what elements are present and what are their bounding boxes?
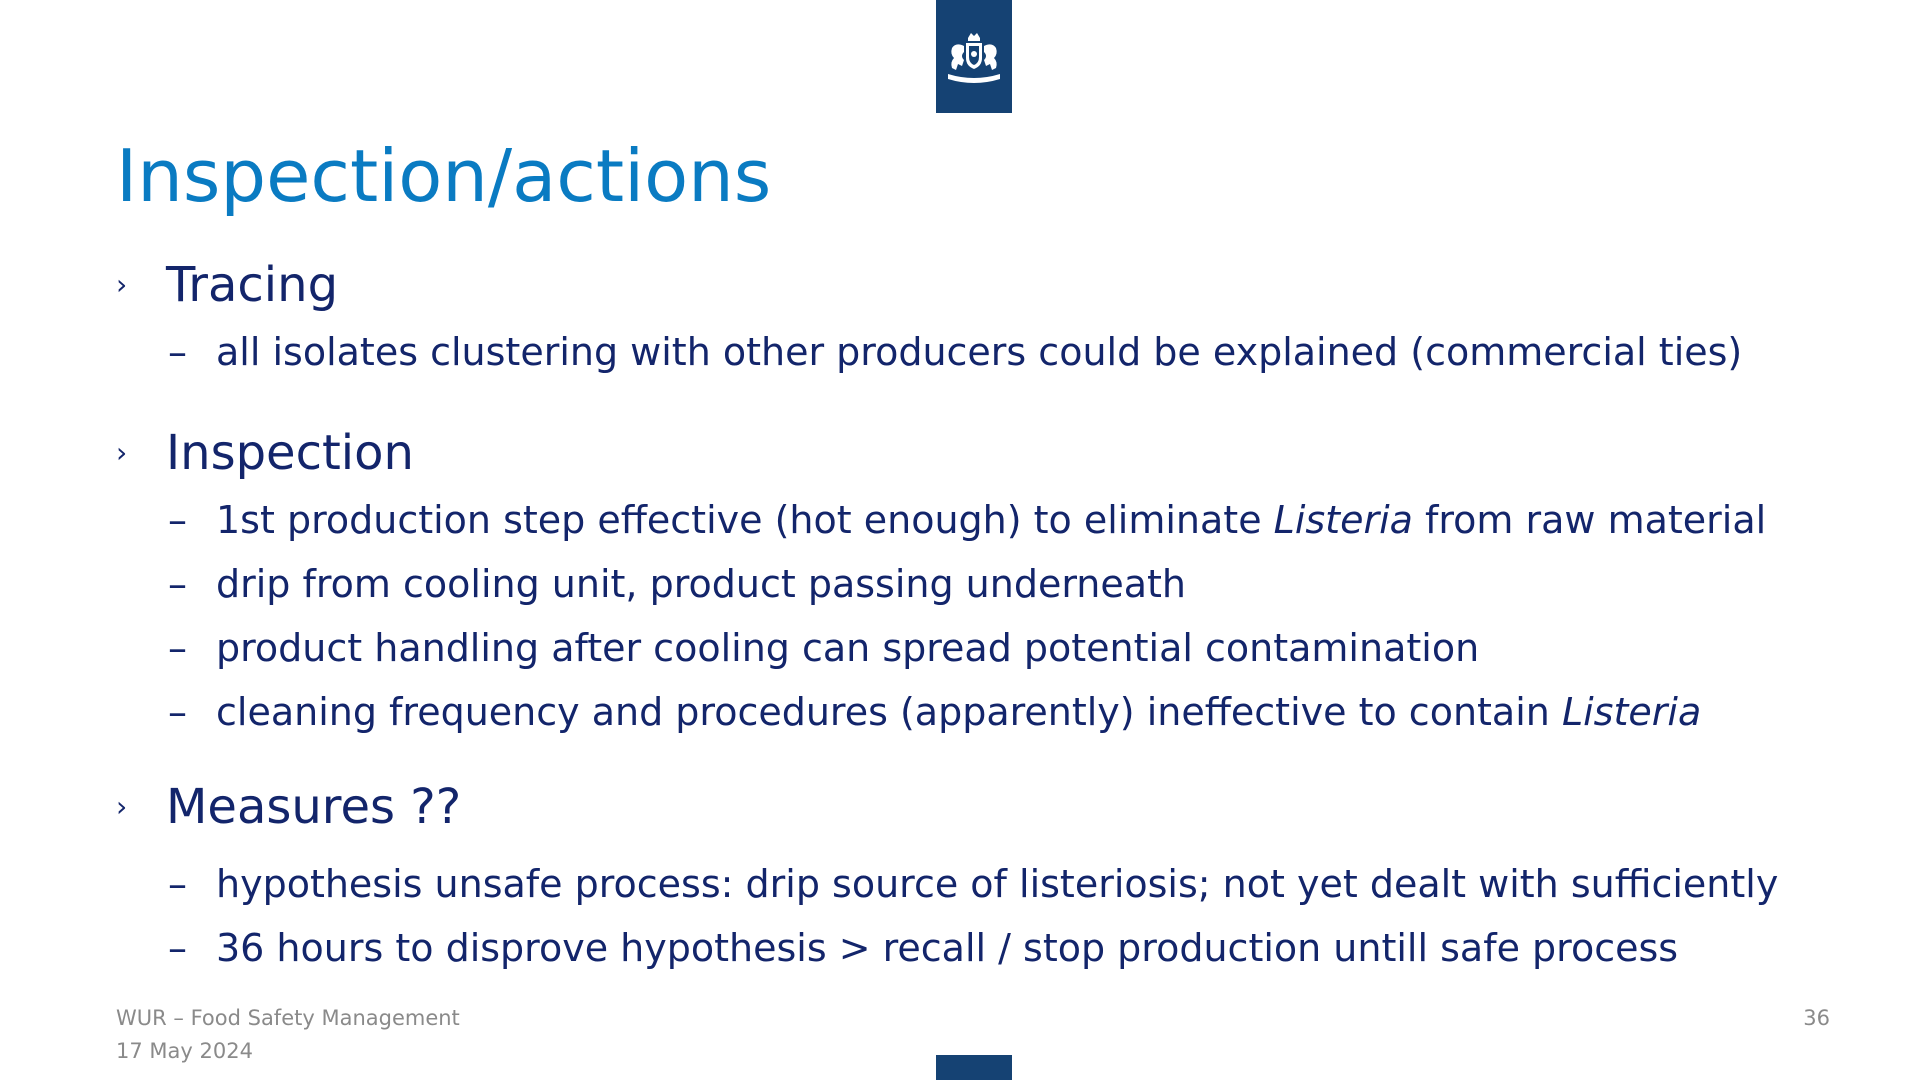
list-item-text: 1st production step effective (hot enough) to eliminate Listeria from raw material — [216, 498, 1767, 542]
list-item-text: drip from cooling unit, product passing underneath — [216, 562, 1187, 606]
list-item — [116, 852, 1920, 916]
list-item-text: 36 hours to disprove hypothesis > recall / stop production untill safe process — [216, 926, 1679, 970]
dash-bullet-icon: – — [168, 626, 187, 670]
list-item-text: all isolates clustering with other producers could be explained (commercial ties) — [216, 330, 1743, 374]
section-heading: Inspection — [166, 425, 414, 481]
list-item — [116, 680, 1920, 744]
bullet-heading-row — [116, 772, 1920, 852]
bottom-accent-bar — [936, 1055, 1012, 1080]
list-item — [116, 616, 1920, 680]
chevron-bullet-icon: › — [116, 268, 128, 301]
section-measures — [116, 772, 1920, 980]
section-heading: Measures ?? — [166, 779, 462, 835]
list-item — [116, 488, 1920, 552]
list-item-text: product handling after cooling can spread potential contamination — [216, 626, 1480, 670]
chevron-bullet-icon: › — [116, 790, 128, 823]
footer-date: 17 May 2024 — [116, 1039, 253, 1063]
list-item — [116, 916, 1920, 980]
section-inspection — [116, 418, 1920, 744]
dash-bullet-icon: – — [168, 862, 187, 906]
dash-bullet-icon: – — [168, 690, 187, 734]
list-item — [116, 320, 1920, 384]
slide-title: Inspection/actions — [116, 134, 772, 218]
dash-bullet-icon: – — [168, 498, 187, 542]
dutch-coat-of-arms-icon — [942, 30, 1006, 90]
dash-bullet-icon: – — [168, 330, 187, 374]
list-item-text: cleaning frequency and procedures (apparently) ineffective to contain Listeria — [216, 690, 1702, 734]
bullet-heading-row — [116, 250, 1920, 320]
section-heading: Tracing — [166, 257, 339, 313]
list-item — [116, 552, 1920, 616]
organism-name: Listeria — [1273, 498, 1413, 542]
footer-organization: WUR – Food Safety Management — [116, 1006, 460, 1030]
dash-bullet-icon: – — [168, 926, 187, 970]
list-item-text: hypothesis unsafe process: drip source of listeriosis; not yet dealt with sufficiently — [216, 862, 1779, 906]
bullet-heading-row — [116, 418, 1920, 488]
dash-bullet-icon: – — [168, 562, 187, 606]
government-logo-bar — [936, 0, 1012, 113]
organism-name: Listeria — [1561, 690, 1702, 734]
page-number: 36 — [1803, 1006, 1830, 1030]
section-tracing — [116, 250, 1920, 384]
chevron-bullet-icon: › — [116, 436, 128, 469]
